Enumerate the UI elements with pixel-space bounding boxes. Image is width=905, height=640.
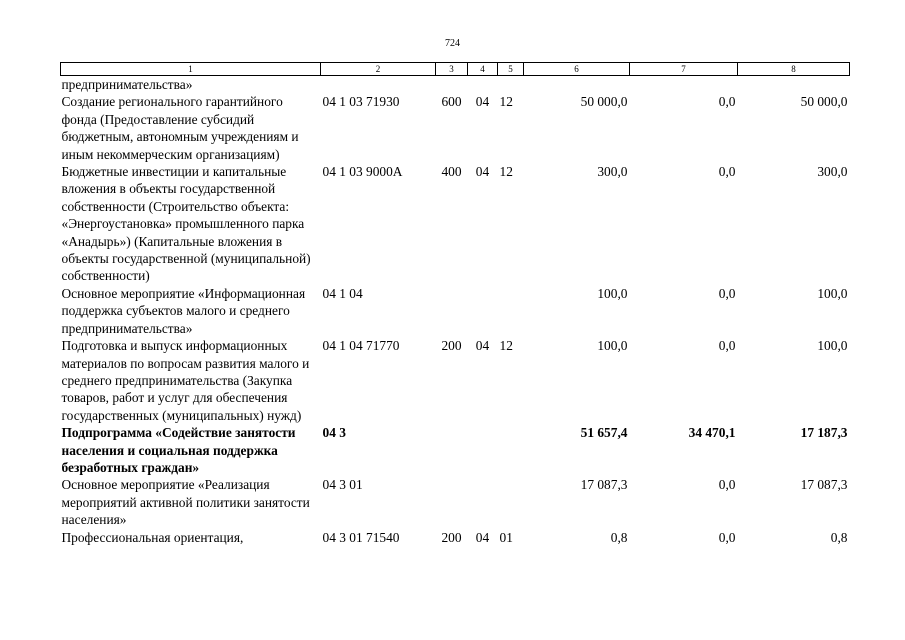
row-total-cell: 100,0 (597, 285, 628, 301)
row-federal-cell: 0,0 (718, 164, 736, 180)
table-row (61, 93, 850, 163)
row-regional-cell: 100,0 (817, 285, 848, 301)
row-regional-cell: 300,0 (817, 164, 848, 180)
row-federal-cell: 0,0 (718, 94, 736, 110)
row-vr-cell (436, 476, 468, 528)
row-total-cell: 300,0 (597, 164, 628, 180)
table-row (61, 476, 850, 528)
row-name-cell: Подготовка и выпуск информационных материалов по вопросам развития малого и среднего предпринимательства (Закупка товаров, работ и услуг для обеспечения государственных (муниципальных) нужд) (61, 338, 310, 423)
column-header: 3 (436, 63, 468, 76)
row-vr-cell (436, 76, 468, 94)
column-header: 7 (630, 63, 738, 76)
table-row (61, 285, 850, 337)
row-rz-cell (468, 424, 498, 476)
row-code-cell: 04 3 01 71540 (322, 529, 400, 545)
row-code-cell: 04 1 03 9000А (322, 164, 403, 180)
row-federal-cell: 0,0 (718, 285, 736, 301)
row-vr-cell: 400 (441, 164, 462, 180)
row-pr-cell: 12 (499, 94, 513, 110)
column-number-header (61, 63, 850, 76)
row-code-cell: 04 1 04 71770 (322, 338, 400, 354)
row-vr-cell (436, 285, 468, 337)
row-name-cell: Основное мероприятие «Информационная поддержка субъектов малого и среднего предпринимательства» (61, 285, 306, 336)
row-pr-cell: 12 (499, 164, 513, 180)
row-code-cell: 04 3 01 (322, 477, 363, 493)
row-name-cell: Подпрограмма «Содействие занятости населения и социальная поддержка безработных граждан» (61, 425, 296, 475)
row-total-cell (524, 76, 630, 94)
budget-table (60, 62, 850, 546)
row-regional-cell: 50 000,0 (800, 94, 848, 110)
row-vr-cell: 200 (441, 338, 462, 354)
row-total-cell: 0,8 (610, 529, 628, 545)
row-pr-cell (498, 476, 524, 528)
table-row (61, 529, 850, 546)
table-body (61, 76, 850, 546)
row-rz-cell (468, 76, 498, 94)
table-row (61, 424, 850, 476)
row-vr-cell: 600 (441, 94, 462, 110)
row-regional-cell: 0,8 (830, 529, 848, 545)
row-code-cell: 04 1 04 (322, 285, 363, 301)
row-federal-cell (630, 76, 738, 94)
column-header: 8 (738, 63, 850, 76)
page-number: 724 (445, 38, 460, 49)
row-total-cell: 51 657,4 (580, 425, 628, 441)
row-regional-cell (738, 76, 850, 94)
row-name-cell: Бюджетные инвестиции и капитальные вложения в объекты государственной собственности (Строительство объекта: «Энергоустановка» промышленного парка «Анадырь») (Капитальные вложения в объекты государственной (муниципальной) собственности) (61, 164, 311, 284)
row-vr-cell (436, 424, 468, 476)
row-name-cell: Профессиональная ориентация, (61, 529, 244, 545)
row-rz-cell: 04 (475, 164, 490, 180)
row-total-cell: 100,0 (597, 338, 628, 354)
column-header: 4 (468, 63, 498, 76)
table-row (61, 76, 850, 94)
row-rz-cell: 04 (475, 338, 490, 354)
row-rz-cell: 04 (475, 94, 490, 110)
row-total-cell: 50 000,0 (580, 94, 628, 110)
table-row (61, 337, 850, 424)
row-regional-cell: 17 087,3 (800, 477, 848, 493)
row-pr-cell (498, 285, 524, 337)
row-federal-cell: 34 470,1 (688, 425, 736, 441)
row-name-cell: предпринимательства» (61, 77, 193, 92)
row-code-cell: 04 1 03 71930 (322, 94, 400, 110)
row-regional-cell: 17 187,3 (800, 425, 848, 441)
row-federal-cell: 0,0 (718, 338, 736, 354)
table-row (61, 163, 850, 285)
row-total-cell: 17 087,3 (580, 477, 628, 493)
row-name-cell: Основное мероприятие «Реализация мероприятий активной политики занятости населения» (61, 477, 310, 528)
row-federal-cell: 0,0 (718, 529, 736, 545)
column-header: 1 (61, 63, 321, 76)
row-pr-cell (498, 424, 524, 476)
column-header: 5 (498, 63, 524, 76)
row-code-cell (321, 76, 436, 94)
row-rz-cell: 04 (475, 529, 490, 545)
row-rz-cell (468, 285, 498, 337)
row-pr-cell (498, 76, 524, 94)
column-header: 2 (321, 63, 436, 76)
row-code-cell: 04 3 (322, 425, 346, 441)
row-federal-cell: 0,0 (718, 477, 736, 493)
column-header: 6 (524, 63, 630, 76)
row-pr-cell: 12 (499, 338, 513, 354)
row-vr-cell: 200 (441, 529, 462, 545)
row-pr-cell: 01 (499, 529, 513, 545)
row-name-cell: Создание регионального гарантийного фонда (Предоставление субсидий бюджетным, автономным учреждениям и иным некоммерческим организациям) (61, 94, 299, 162)
row-rz-cell (468, 476, 498, 528)
row-regional-cell: 100,0 (817, 338, 848, 354)
